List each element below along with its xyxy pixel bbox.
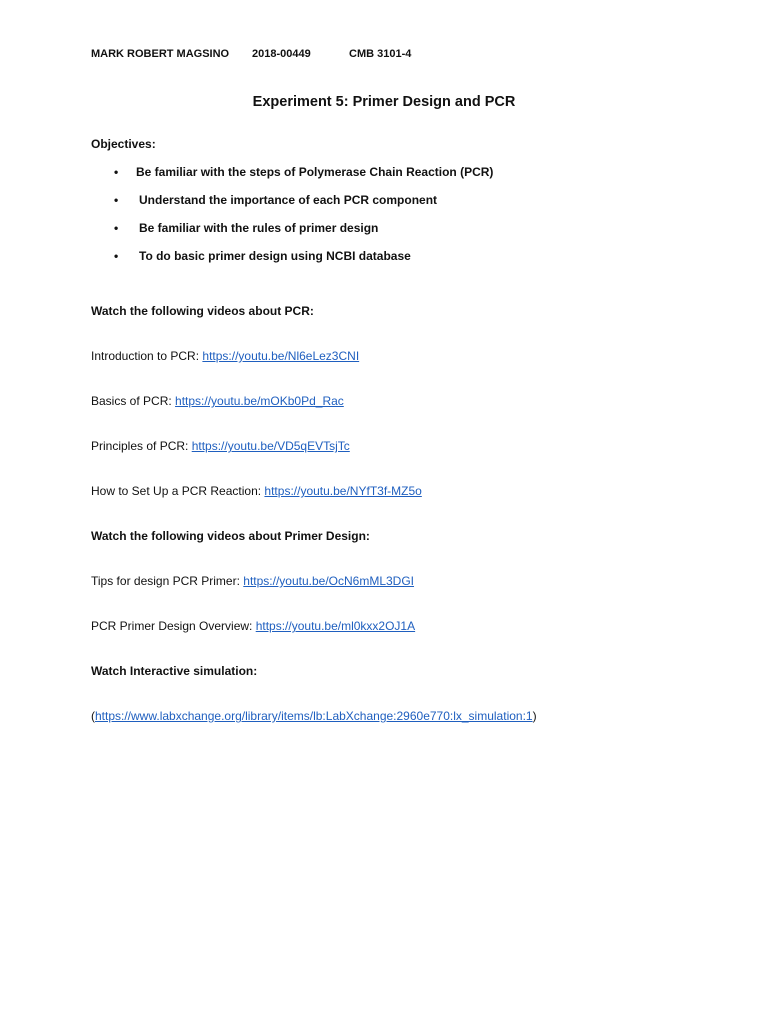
- link-label: Basics of PCR:: [91, 394, 176, 408]
- link-label: Principles of PCR:: [91, 439, 192, 453]
- simulation-link[interactable]: https://www.labxchange.org/library/items/lb:LabXchange:2960e770:lx_simulation:1: [95, 709, 533, 723]
- link-label: PCR Primer Design Overview:: [91, 619, 256, 633]
- course-code: CMB 3101-4: [349, 48, 412, 60]
- open-paren: (: [91, 709, 95, 723]
- page-title: [0, 94, 768, 110]
- pcr-video-link-row: [91, 394, 344, 408]
- bullet-icon: •: [114, 221, 119, 235]
- pcr-video-link-row: [91, 439, 350, 453]
- simulation-link-row: [91, 709, 537, 723]
- link-label: Introduction to PCR:: [91, 349, 203, 363]
- video-link[interactable]: https://youtu.be/Nl6eLez3CNI: [202, 349, 360, 363]
- video-link[interactable]: https://youtu.be/OcN6mML3DGI: [243, 574, 415, 588]
- objective-text: To do basic primer design using NCBI database: [139, 249, 411, 263]
- student-name: MARK ROBERT MAGSINO: [91, 48, 230, 60]
- link-label: How to Set Up a PCR Reaction:: [91, 484, 265, 498]
- close-paren: ): [532, 709, 537, 723]
- objective-text: Be familiar with the steps of Polymerase Chain Reaction (PCR): [136, 165, 494, 179]
- video-link[interactable]: https://youtu.be/NYfT3f-MZ5o: [264, 484, 422, 498]
- bullet-icon: •: [114, 249, 119, 263]
- objective-text: Understand the importance of each PCR component: [139, 193, 438, 207]
- simulation-heading: Watch Interactive simulation:: [91, 664, 258, 678]
- student-id: 2018-00449: [252, 48, 311, 60]
- primer-videos-heading: Watch the following videos about Primer Design:: [91, 529, 370, 543]
- bullet-icon: •: [114, 193, 119, 207]
- pcr-video-link-row: [91, 484, 422, 498]
- title-text: Experiment 5: Primer Design and PCR: [252, 94, 516, 110]
- link-label: Tips for design PCR Primer:: [91, 574, 244, 588]
- primer-video-link-row: [91, 619, 415, 633]
- video-link[interactable]: https://youtu.be/VD5qEVTsjTc: [191, 439, 350, 453]
- pcr-videos-heading: Watch the following videos about PCR:: [91, 304, 314, 318]
- objectives-heading: Objectives:: [91, 137, 156, 151]
- bullet-icon: •: [114, 165, 119, 179]
- primer-video-link-row: [91, 574, 414, 588]
- pcr-video-link-row: [91, 349, 359, 363]
- video-link[interactable]: https://youtu.be/ml0kxx2OJ1A: [255, 619, 416, 633]
- video-link[interactable]: https://youtu.be/mOKb0Pd_Rac: [175, 394, 344, 408]
- objective-text: Be familiar with the rules of primer design: [139, 221, 379, 235]
